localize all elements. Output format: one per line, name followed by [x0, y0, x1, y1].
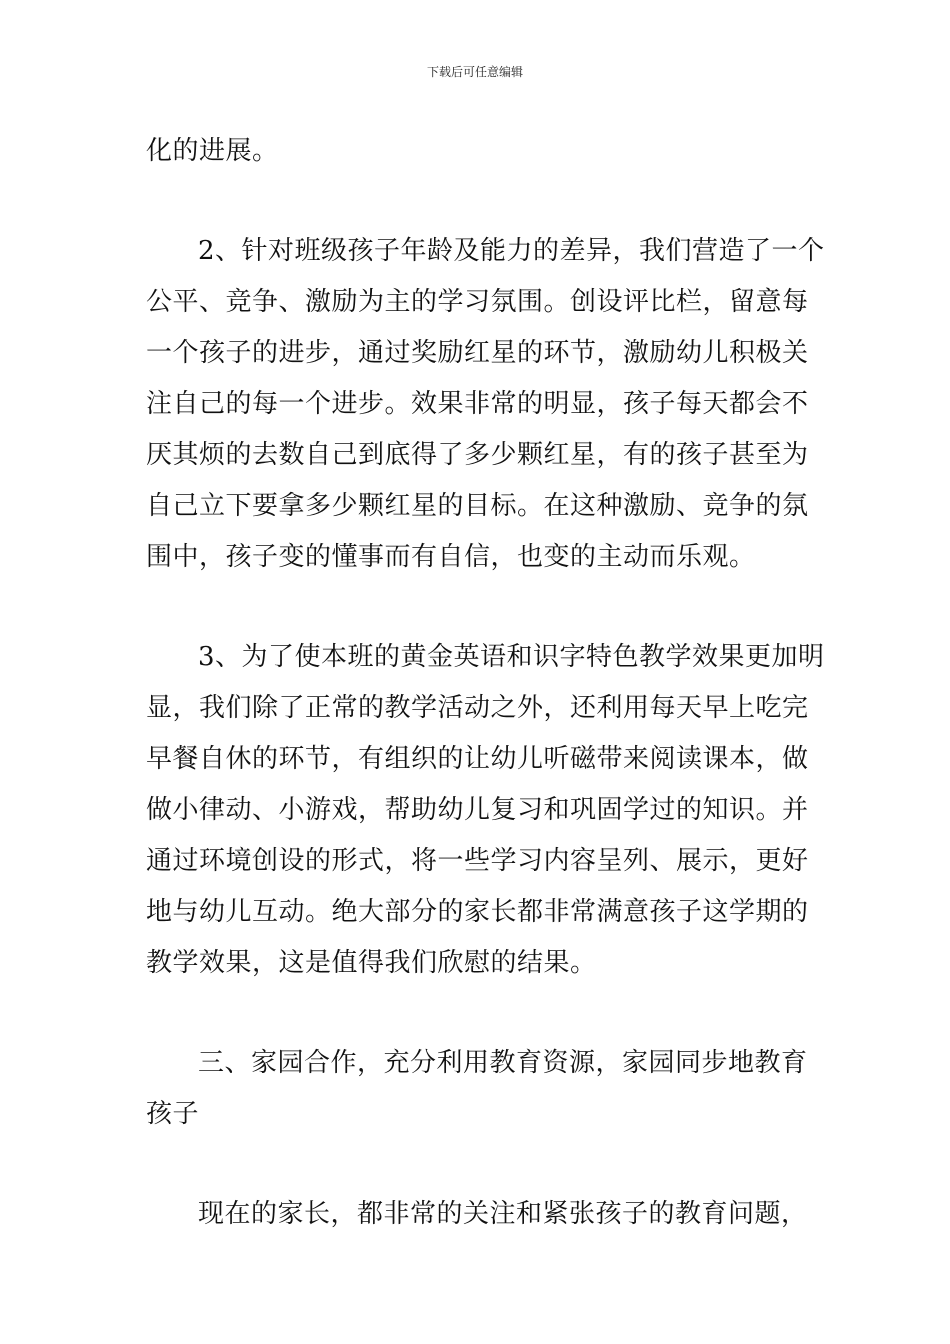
text-line: 自己立下要拿多少颗红星的目标。在这种激励、竞争的氛 [146, 491, 809, 521]
text-line: 厌其烦的去数自己到底得了多少颗红星，有的孩子甚至为 [146, 440, 809, 470]
paragraph-gap [146, 1140, 806, 1189]
text-line: 通过环境创设的形式，将一些学习内容呈列、展示，更好 [146, 846, 809, 876]
paragraph-gap [146, 177, 806, 226]
paragraph-item-3 [146, 632, 825, 989]
paragraph-gap [146, 989, 806, 1038]
text-line: 显，我们除了正常的教学活动之外，还利用每天早上吃完 [146, 693, 809, 723]
text-line: 围中，孩子变的懂事而有自信，也变的主动而乐观。 [146, 542, 756, 572]
section-heading-3 [146, 1038, 806, 1140]
text-line: 做小律动、小游戏，帮助幼儿复习和巩固学过的知识。并 [146, 795, 809, 825]
text-line: 现在的家长，都非常的关注和紧张孩子的教育问题， [198, 1199, 808, 1229]
text-line: 孩子 [146, 1099, 200, 1129]
text-line: 注自己的每一个进步。效果非常的明显，孩子每天都会不 [146, 389, 809, 419]
text-line: 三、家园合作，充分利用教育资源，家园同步地教育 [198, 1048, 808, 1078]
paragraph-item-2 [146, 226, 825, 583]
text-line: 3、为了使本班的黄金英语和识字特色教学效果更加明 [198, 642, 825, 672]
text-line: 教学效果，这是值得我们欣慰的结果。 [146, 948, 597, 978]
document-body [146, 126, 825, 1240]
paragraph-parents [146, 1189, 806, 1240]
text-line: 化的进展。 [146, 136, 279, 166]
text-line: 一个孩子的进步，通过奖励红星的环节，激励幼儿积极关 [146, 338, 809, 368]
paragraph-gap [146, 583, 806, 632]
page-header-note: 下载后可任意编辑 [426, 65, 523, 79]
text-line: 公平、竞争、激励为主的学习氛围。创设评比栏，留意每 [146, 287, 809, 317]
text-line: 2、针对班级孩子年龄及能力的差异，我们营造了一个 [198, 236, 825, 266]
text-line: 地与幼儿互动。绝大部分的家长都非常满意孩子这学期的 [146, 897, 809, 927]
text-line: 早餐自休的环节，有组织的让幼儿听磁带来阅读课本，做 [146, 744, 809, 774]
paragraph-continuation [146, 126, 806, 177]
